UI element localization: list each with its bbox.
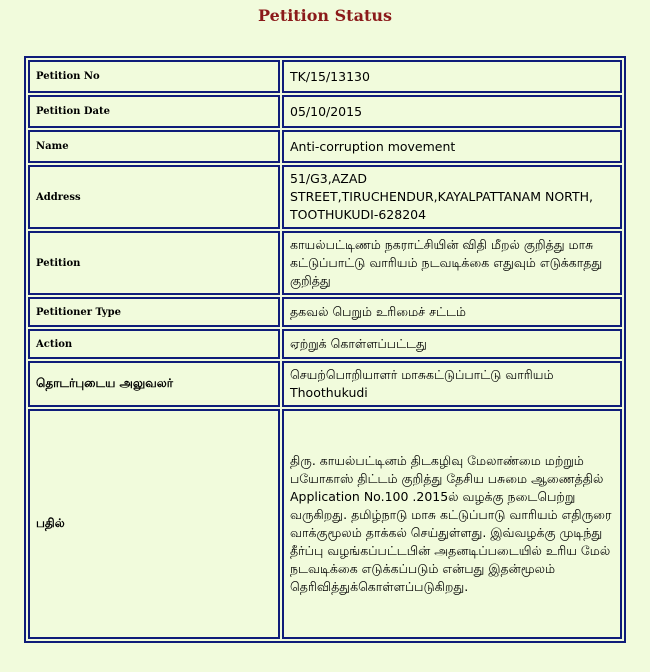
row-value-petitioner-type: தகவல் பெறும் உரிமைச் சட்டம் <box>282 297 622 327</box>
row-value-action: ஏற்றுக் கொள்ளப்பட்டது <box>282 329 622 359</box>
row-label-petition: Petition <box>28 231 280 295</box>
row-label-petition-no: Petition No <box>28 60 280 93</box>
table-row <box>28 409 622 639</box>
row-label-action: Action <box>28 329 280 359</box>
table-row <box>28 60 622 93</box>
row-label-concerned-officer: தொடர்புடைய அலுவலர் <box>28 361 280 407</box>
row-value-name: Anti-corruption movement <box>282 130 622 163</box>
row-value-address: 51/G3,AZAD STREET,TIRUCHENDUR,KAYALPATTANAM NORTH, TOOTHUKUDI-628204 <box>282 165 622 229</box>
row-value-petition-no: TK/15/13130 <box>282 60 622 93</box>
table-row <box>28 165 622 229</box>
table-row <box>28 361 622 407</box>
row-value-petition-date: 05/10/2015 <box>282 95 622 128</box>
row-label-name: Name <box>28 130 280 163</box>
row-value-concerned-officer: செயற்பொறியாளர் மாசுகட்டுப்பாட்டு வாரியம் Thoothukudi <box>282 361 622 407</box>
table-row <box>28 130 622 163</box>
table-row <box>28 297 622 327</box>
petition-status-table <box>24 56 626 643</box>
row-label-petitioner-type: Petitioner Type <box>28 297 280 327</box>
row-label-petition-date: Petition Date <box>28 95 280 128</box>
row-label-address: Address <box>28 165 280 229</box>
table-row <box>28 329 622 359</box>
row-label-reply: பதில் <box>28 409 280 639</box>
table-row <box>28 231 622 295</box>
table-row <box>28 95 622 128</box>
page-title: Petition Status <box>258 6 392 25</box>
row-value-petition: காயல்பட்டிணம் நகராட்சியின் விதி மீறல் குறித்து மாசு கட்டுப்பாட்டு வாரியம் நடவடிக்கை எதுவும் எடுக்காதது குறித்து <box>282 231 622 295</box>
row-value-reply: திரு. காயல்பட்டினம் திடகழிவு மேலாண்மை மற்றும் பயோகாஸ் திட்டம் குறித்து தேசிய பசுமை ஆணைத்தில் Application No.100 .2015ல் வழக்கு நடைபெற்று வருகிறது. தமிழ்நாடு மாசு கட்டுப்பாடு வாரியம் எதிருரை வாக்குமூலம் தாக்கல் செய்துள்ளது. இவ்வழக்கு முடிந்து தீர்ப்பு வழங்கப்பட்டபின் அதனடிப்படையில் உரிய மேல் நடவடிக்கை எடுக்கப்படும் என்பது இதன்மூலம் தெரிவித்துக்கொள்ளப்படுகிறது. <box>282 409 622 639</box>
